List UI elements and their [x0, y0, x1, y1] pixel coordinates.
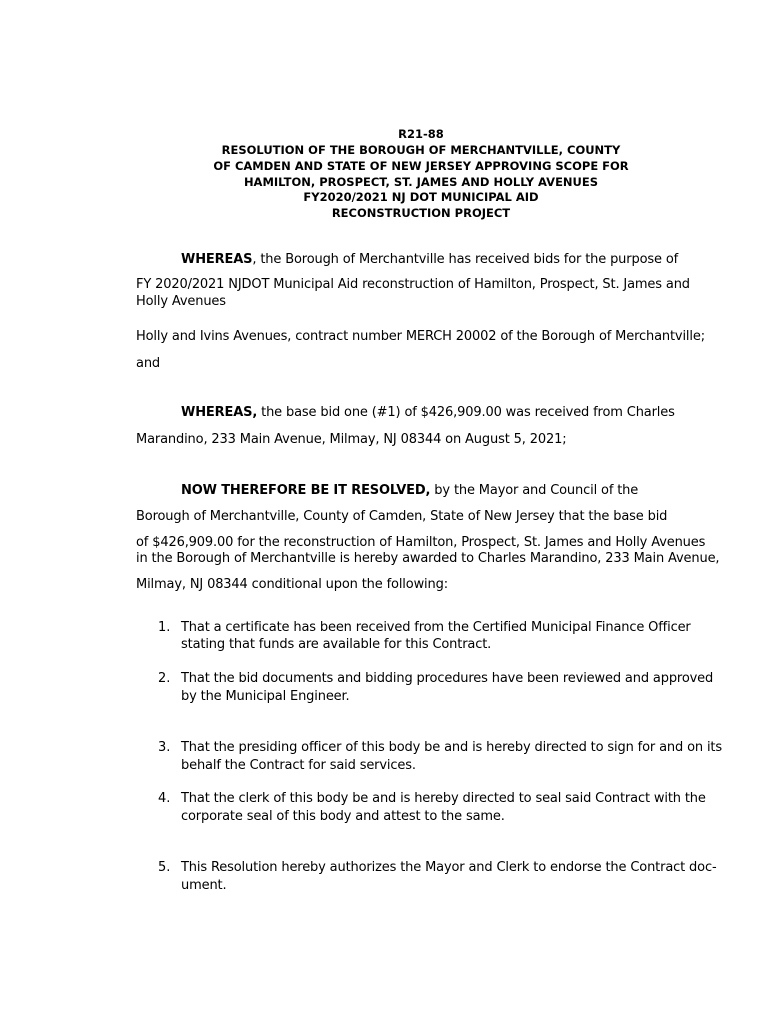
resolution-number: R21-88 [398, 127, 444, 141]
whereas-2-text: the base bid one (#1) of $426,909.00 was received from Charles [257, 405, 675, 420]
whereas-1-text: , the Borough of Merchantville has received bids for the purpose of [252, 252, 679, 267]
resolved-line-1 [181, 483, 638, 499]
list-item-number: 1. [158, 620, 171, 635]
list-item-1-line-2: stating that funds are available for this Contract. [181, 637, 492, 652]
resolved-text: by the Mayor and Council of the [430, 483, 639, 498]
whereas-2-line-1 [181, 405, 675, 421]
whereas-1-lead: WHEREAS [181, 252, 253, 267]
title-line-2: OF CAMDEN AND STATE OF NEW JERSEY APPROVING SCOPE FOR [213, 159, 629, 173]
list-item-2-line-1: That the bid documents and bidding procedures have been reviewed and approved [181, 671, 714, 686]
title-line-4: FY2020/2021 NJ DOT MUNICIPAL AID [303, 190, 539, 204]
list-item-4-line-1: That the clerk of this body be and is hereby directed to seal said Contract with the [181, 791, 706, 806]
list-item-1-line-1: That a certificate has been received from the Certified Municipal Finance Officer [181, 620, 691, 635]
list-item-4-line-2: corporate seal of this body and attest to the same. [181, 809, 505, 824]
whereas-1-line-3: Holly Avenues [136, 294, 226, 309]
list-item-5-line-2: ument. [181, 878, 227, 893]
list-item-3-line-1: That the presiding officer of this body be and is hereby directed to sign for and on its [181, 740, 722, 755]
list-item-number: 2. [158, 671, 171, 686]
resolved-line-5: Milmay, NJ 08344 conditional upon the following: [136, 577, 448, 592]
list-item-number: 3. [158, 740, 171, 755]
list-item-number: 5. [158, 860, 171, 875]
resolved-line-4: in the Borough of Merchantville is hereby awarded to Charles Marandino, 233 Main Avenue, [136, 551, 720, 566]
whereas-1-line-4: Holly and Ivins Avenues, contract number MERCH 20002 of the Borough of Merchantville; [136, 329, 705, 344]
list-item-number: 4. [158, 791, 171, 806]
whereas-2-line-2: Marandino, 233 Main Avenue, Milmay, NJ 08344 on August 5, 2021; [136, 432, 567, 447]
whereas-1-line-5: and [136, 356, 161, 371]
list-item-2-line-2: by the Municipal Engineer. [181, 689, 350, 704]
title-line-3: HAMILTON, PROSPECT, ST. JAMES AND HOLLY AVENUES [243, 175, 599, 189]
whereas-1-line-2: FY 2020/2021 NJDOT Municipal Aid reconstruction of Hamilton, Prospect, St. James and [136, 277, 690, 292]
title-line-5: RECONSTRUCTION PROJECT [331, 206, 511, 220]
resolved-lead: NOW THEREFORE BE IT RESOLVED, [181, 483, 431, 498]
resolved-line-2: Borough of Merchantville, County of Camden, State of New Jersey that the base bid [136, 509, 668, 524]
whereas-1-line-1 [181, 252, 678, 268]
list-item-5-line-1: This Resolution hereby authorizes the Mayor and Clerk to endorse the Contract doc- [181, 860, 717, 875]
list-item-3-line-2: behalf the Contract for said services. [181, 758, 416, 773]
whereas-2-lead: WHEREAS, [181, 405, 258, 420]
title-line-1: RESOLUTION OF THE BOROUGH OF MERCHANTVILLE, COUNTY [221, 143, 621, 157]
resolved-line-3: of $426,909.00 for the reconstruction of Hamilton, Prospect, St. James and Holly Avenues [136, 535, 706, 550]
